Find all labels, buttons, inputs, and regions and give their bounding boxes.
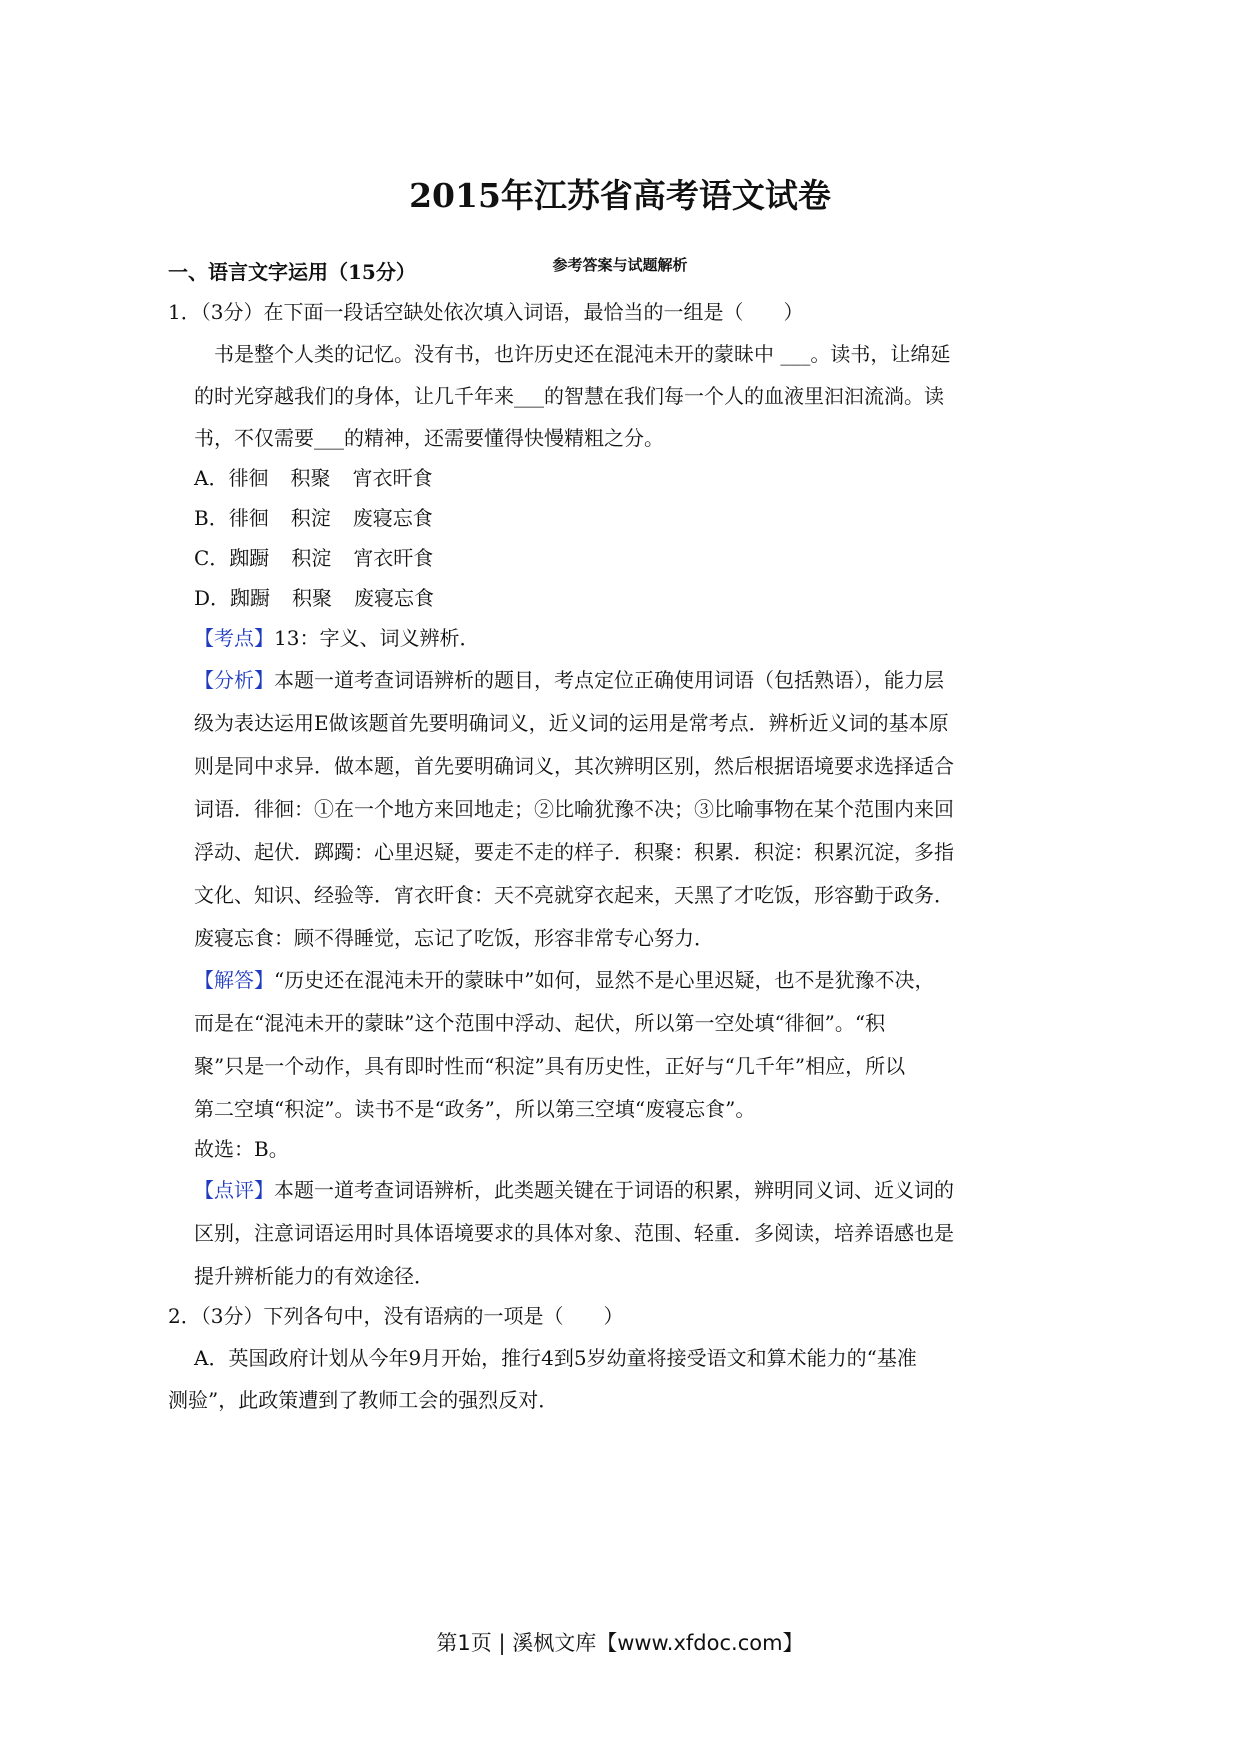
fenxi-line: 浮动、起伏．踯躅：心里迟疑，要走不走的样子．积聚：积累．积淀：积累沉淀，多指 bbox=[194, 840, 954, 864]
jieda-tag: 【解答】 bbox=[194, 968, 274, 992]
question-1-stem: 1．（3分）在下面一段话空缺处依次填入词语，最恰当的一组是（ ） bbox=[168, 300, 804, 324]
dianping-line: 提升辨析能力的有效途径． bbox=[194, 1264, 434, 1288]
q2-option-a-line: A．英国政府计划从今年9月开始，推行4到5岁幼童将接受语文和算术能力的“基准 bbox=[194, 1346, 917, 1370]
q2-option-a-line: 测验”，此政策遭到了教师工会的强烈反对． bbox=[168, 1388, 559, 1412]
option-letter: D． bbox=[194, 586, 231, 610]
passage-line: 书，不仅需要___的精神，还需要懂得快慢精粗之分。 bbox=[194, 426, 664, 450]
kaodian-line bbox=[194, 624, 479, 652]
jieda-line: 而是在“混沌未开的蒙昧”这个范围中浮动、起伏，所以第一空处填“徘徊”。“积 bbox=[194, 1011, 886, 1035]
fenxi-line: 废寝忘食：顾不得睡觉，忘记了吃饭，形容非常专心努力． bbox=[194, 926, 714, 950]
answer-line: 故选：B。 bbox=[194, 1137, 289, 1161]
exam-title: 2015年江苏省高考语文试卷 bbox=[409, 176, 831, 215]
kaodian-text: 13：字义、词义辨析． bbox=[274, 626, 480, 650]
fenxi-line: 文化、知识、经验等．宵衣旰食：天不亮就穿衣起来，天黑了才吃饭，形容勤于政务． bbox=[194, 883, 954, 907]
option-word: 积淀 bbox=[290, 506, 331, 530]
question-2-stem: 2．（3分）下列各句中，没有语病的一项是（ ） bbox=[168, 1304, 624, 1328]
option-word: 踟蹰 bbox=[230, 586, 271, 610]
kaodian-tag: 【考点】 bbox=[194, 626, 274, 650]
dianping-text: 本题一道考查词语辨析，此类题关键在于词语的积累，辨明同义词、近义词的 bbox=[274, 1178, 954, 1202]
page-footer: 第1页 | 溪枫文库【www.xfdoc.com】 bbox=[436, 1631, 804, 1655]
option-word: 徘徊 bbox=[228, 506, 269, 530]
option-a bbox=[194, 464, 432, 492]
option-d bbox=[194, 584, 434, 612]
fenxi-line: 词语．徘徊：①在一个地方来回地走；②比喻犹豫不决；③比喻事物在某个范围内来回 bbox=[194, 797, 954, 821]
option-b bbox=[194, 504, 433, 532]
option-word: 积淀 bbox=[291, 546, 332, 570]
exam-subtitle: 参考答案与试题解析 bbox=[552, 256, 688, 274]
fenxi-line: 则是同中求异．做本题，首先要明确词义，其次辨明区别，然后根据语境要求选择适合 bbox=[194, 754, 954, 778]
option-word: 废寝忘食 bbox=[354, 586, 435, 610]
passage-line: 的时光穿越我们的身体，让几千年来___的智慧在我们每一个人的血液里汩汩流淌。读 bbox=[194, 384, 944, 408]
jieda-line: 第二空填“积淀”。读书不是“政务”，所以第三空填“废寝忘食”。 bbox=[194, 1097, 756, 1121]
fenxi-tag: 【分析】 bbox=[194, 668, 274, 692]
option-word: 废寝忘食 bbox=[352, 506, 433, 530]
option-word: 宵衣旰食 bbox=[352, 466, 433, 490]
fenxi-text: 本题一道考查词语辨析的题目，考点定位正确使用词语（包括熟语），能力层 bbox=[274, 668, 944, 692]
dianping-line: 区别，注意词语运用时具体语境要求的具体对象、范围、轻重．多阅读，培养语感也是 bbox=[194, 1221, 954, 1245]
option-c bbox=[194, 544, 433, 572]
option-word: 积聚 bbox=[292, 586, 333, 610]
fenxi-line bbox=[194, 666, 944, 694]
section-heading: 一、语言文字运用（15分） bbox=[168, 260, 416, 284]
passage-line: 书是整个人类的记忆。没有书，也许历史还在混沌未开的蒙昧中 ___。读书，让绵延 bbox=[214, 342, 951, 366]
option-word: 徘徊 bbox=[228, 466, 269, 490]
jieda-line bbox=[194, 966, 934, 994]
dianping-line bbox=[194, 1176, 954, 1204]
option-letter: B． bbox=[194, 506, 229, 530]
option-letter: C． bbox=[194, 546, 230, 570]
jieda-text: “历史还在混沌未开的蒙昧中”如何，显然不是心里迟疑，也不是犹豫不决， bbox=[274, 968, 935, 992]
option-word: 踟蹰 bbox=[229, 546, 270, 570]
dianping-tag: 【点评】 bbox=[194, 1178, 274, 1202]
option-word: 积聚 bbox=[290, 466, 331, 490]
option-letter: A． bbox=[194, 466, 229, 490]
fenxi-line: 级为表达运用E做该题首先要明确词义，近义词的运用是常考点．辨析近义词的基本原 bbox=[194, 711, 949, 735]
option-word: 宵衣旰食 bbox=[353, 546, 434, 570]
jieda-line: 聚”只是一个动作，具有即时性而“积淀”具有历史性，正好与“几千年”相应，所以 bbox=[194, 1054, 906, 1078]
